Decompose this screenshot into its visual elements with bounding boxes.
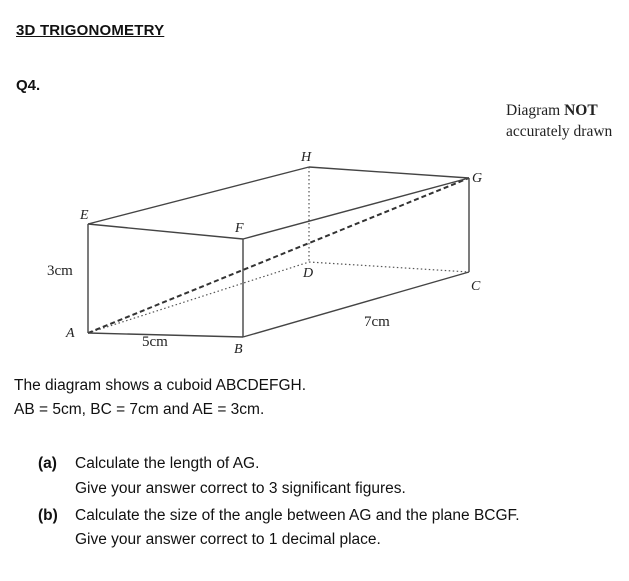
- edge-ad: [88, 262, 309, 333]
- part-a-label: (a): [38, 455, 57, 472]
- edge-dc: [309, 262, 469, 272]
- worksheet-title: 3D TRIGONOMETRY: [16, 22, 165, 39]
- vertex-label-g: G: [472, 171, 483, 186]
- part-a-line2: Give your answer correct to 3 significant figures.: [75, 480, 406, 497]
- dimension-label-ab: 5cm: [142, 334, 168, 350]
- diagram-note-line2: accurately drawn: [506, 123, 613, 140]
- diagonal-ag: [88, 178, 469, 333]
- edge-bc: [243, 272, 469, 337]
- part-a-line1: Calculate the length of AG.: [75, 455, 260, 472]
- dimension-label-bc: 7cm: [364, 314, 390, 330]
- vertex-label-a: A: [66, 326, 75, 341]
- visible-edges: [88, 167, 469, 337]
- vertex-label-f: F: [235, 221, 244, 236]
- question-intro: [14, 374, 306, 422]
- edge-eh: [88, 167, 309, 224]
- hidden-edges: [88, 167, 469, 333]
- part-a: [38, 451, 259, 477]
- part-b-line1: Calculate the size of the angle between AG and the plane BCGF.: [75, 507, 520, 524]
- part-b-line2: Give your answer correct to 1 decimal place.: [75, 531, 381, 548]
- part-b: [38, 503, 520, 529]
- vertex-label-b: B: [234, 342, 243, 357]
- vertex-label-h: H: [301, 150, 312, 165]
- question-number: Q4.: [16, 77, 41, 94]
- part-b-label: (b): [38, 507, 58, 524]
- dimension-label-ae: 3cm: [47, 263, 73, 279]
- diagram-note-line1: Diagram NOT: [506, 102, 598, 119]
- vertex-label-e: E: [80, 208, 89, 223]
- edge-ef: [88, 224, 243, 239]
- intro-line2: AB = 5cm, BC = 7cm and AE = 3cm.: [14, 401, 265, 418]
- vertex-label-d: D: [303, 266, 314, 281]
- intro-line1: The diagram shows a cuboid ABCDEFGH.: [14, 377, 307, 394]
- edge-fg: [243, 178, 469, 239]
- vertex-label-c: C: [471, 279, 481, 294]
- edge-hg: [309, 167, 469, 178]
